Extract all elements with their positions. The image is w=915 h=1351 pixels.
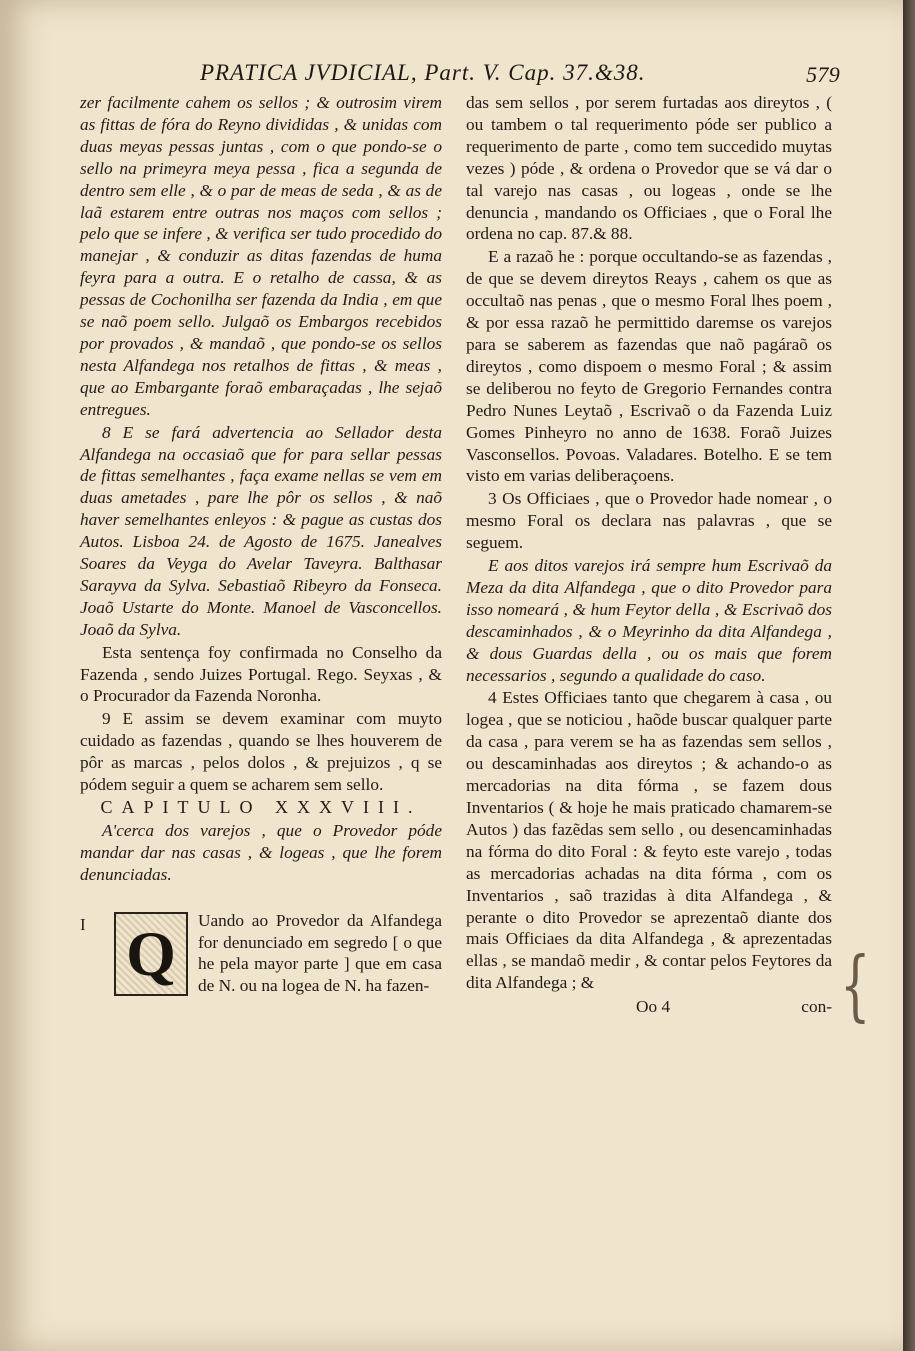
right-column [466,92,832,1018]
left-column [80,92,442,998]
paragraph: Esta sentença foy confirmada no Conselho da Fazenda , sendo Juizes Portugal. Rego. Seyxas , & o Procurador da Fazenda Noronha. [80,642,442,706]
paragraph: E a razaõ he : porque occultando-se as fazendas , de que se devem direytos Reays , cahem os que as occultaõ nas penas , que o mesmo Foral lhes poem , & por essa razaõ he permittido daremse os varejos para se saberem as fazendas que naõ pagáraõ os direytos , como dispoem o mesmo Foral ; & assim se deliberou no feyto de Gregorio Fernandes contra Pedro Nunes Leytaõ , Escrivaõ o da Fazenda Luiz Gomes Pinheyro no anno de 1638. Foraõ Juizes Vasconsellos. Povoas. Valadares. Botelho. E se tem visto em varias deliberaçoens. [466,247,832,486]
paragraph: 8 E se fará advertencia ao Sellador desta Alfandega na occasiaõ que for para sellar pessas de fittas semelhantes , faça exame nellas se vem em duas ametades , pare lhe pôr os sellos , & naõ haver semelhantes enleyos : & pague as custas dos Autos. Lisboa 24. de Agosto de 1675. Janealves Soares da Veyga do Avelar Taveyra. Balthasar Sarayva da Sylva. Sebastiaõ Ribeyro da Fonseca. Joaõ Ustarte do Monte. Manoel de Vasconcellos. Joaõ da Sylva. [80,422,442,639]
signature-mark: Oo 4 [636,997,671,1017]
page-edge [903,0,915,1351]
quoted-passage: E aos ditos varejos irá sempre hum Escrivaõ da Meza da dita Alfandega , que o dito Provedor para isso nomeará , & hum Feytor della , & Escrivaõ dos descaminhados , & o Meyrinho da dita Alfandega , & dous Guardas della , ou os mais que forem necessarios , segundo a qualidade do caso. [466,556,832,685]
opening-paragraph [80,910,442,998]
margin-bracket-mark: { [840,941,871,1031]
paragraph-number: I [80,914,86,934]
paragraph: zer facilmente cahem os sellos ; & outrosim virem as fittas de fóra do Reyno divididas , & unidas com duas meyas pessas juntas , com o que pondo-se o sello na primeyra meya pessa , fica a segunda de dentro sem elle , & o par de meas de seda , & as de laã estarem entre outras nos maços com sellos ; pelo que se infere , & verifica ser tudo procedido do manejar , & conduzir as ditas fazendas de huma feyra para a outra. E o retalho de cassa, & as pessas de Cochonilha ser fazenda da India , em que se naõ poem sello. Julgaõ os Embargos recebidos por provados , & mandaõ , que pondo-se os sellos nesta Alfandega nos retalhos de fittas , & meas , que ao Embargante foraõ embaraçadas , lhe sejaõ entregues. [80,93,442,419]
page-footer [466,996,832,1018]
paragraph: Uando ao Provedor da Alfandega for denunciado em segredo [ o que he pela mayor parte ] que em casa de N. ou na logea de N. ha fazen- [198,910,442,996]
page-number: 579 [806,62,840,87]
chapter-summary: A'cerca dos varejos , que o Provedor póde mandar dar nas casas , & logeas , que lhe forem denunciadas. [80,820,442,884]
catchword: con- [801,997,832,1017]
running-title: PRATICA JVDICIAL, Part. V. Cap. 37.&38. [200,60,646,85]
paragraph: das sem sellos , por serem furtadas aos direytos , ( ou tambem o tal requerimento póde ser publico a requerimento de parte , como tem succedido muytas vezes ) póde , & ordena o Provedor que se vá dar o tal varejo nas casas , ou logeas , onde se lhe denuncia , mandando os Officiaes , que o Foral lhe ordena no cap. 87.& 88. [466,93,832,244]
chapter-heading: CAPITULO XXXVIII. [100,797,422,817]
paragraph: 4 Estes Officiaes tanto que chegarem à casa , ou logea , que se noticiou , haõde buscar qualquer parte da casa , para verem se ha as fazendas sem sellos , ou descaminhadas aos direytos ; & achando-o as mercadorias na dita fórma , se fazem dous Inventarios ( & hoje he mais praticado chamarem-se Autos ) das fazẽdas sem sello , ou desencaminhadas na fórma do dito Foral : & feyto este varejo , todas as mercadorias achadas na dita fórma , com os Inventarios , saõ trazidas à dita Alfandega , & perante o dito Provedor se aprezentaõ diante dos mais Officiaes da dita Alfandega , & aprezentadas ellas , se mandaõ medir , & contar pelos Feytores da dita Alfandega ; & [466,688,832,993]
running-header [200,60,840,86]
paragraph: 9 E assim se devem examinar com muyto cuidado as fazendas , quando se lhes houverem de pôr as marcas , pelos dolos , & prejuizos , q se pódem seguir a quem se acharem sem sello. [80,709,442,795]
paragraph: 3 Os Officiaes , que o Provedor hade nomear , o mesmo Foral os declara nas palavras , que se seguem. [466,489,832,553]
decorated-initial: Q [114,912,188,996]
